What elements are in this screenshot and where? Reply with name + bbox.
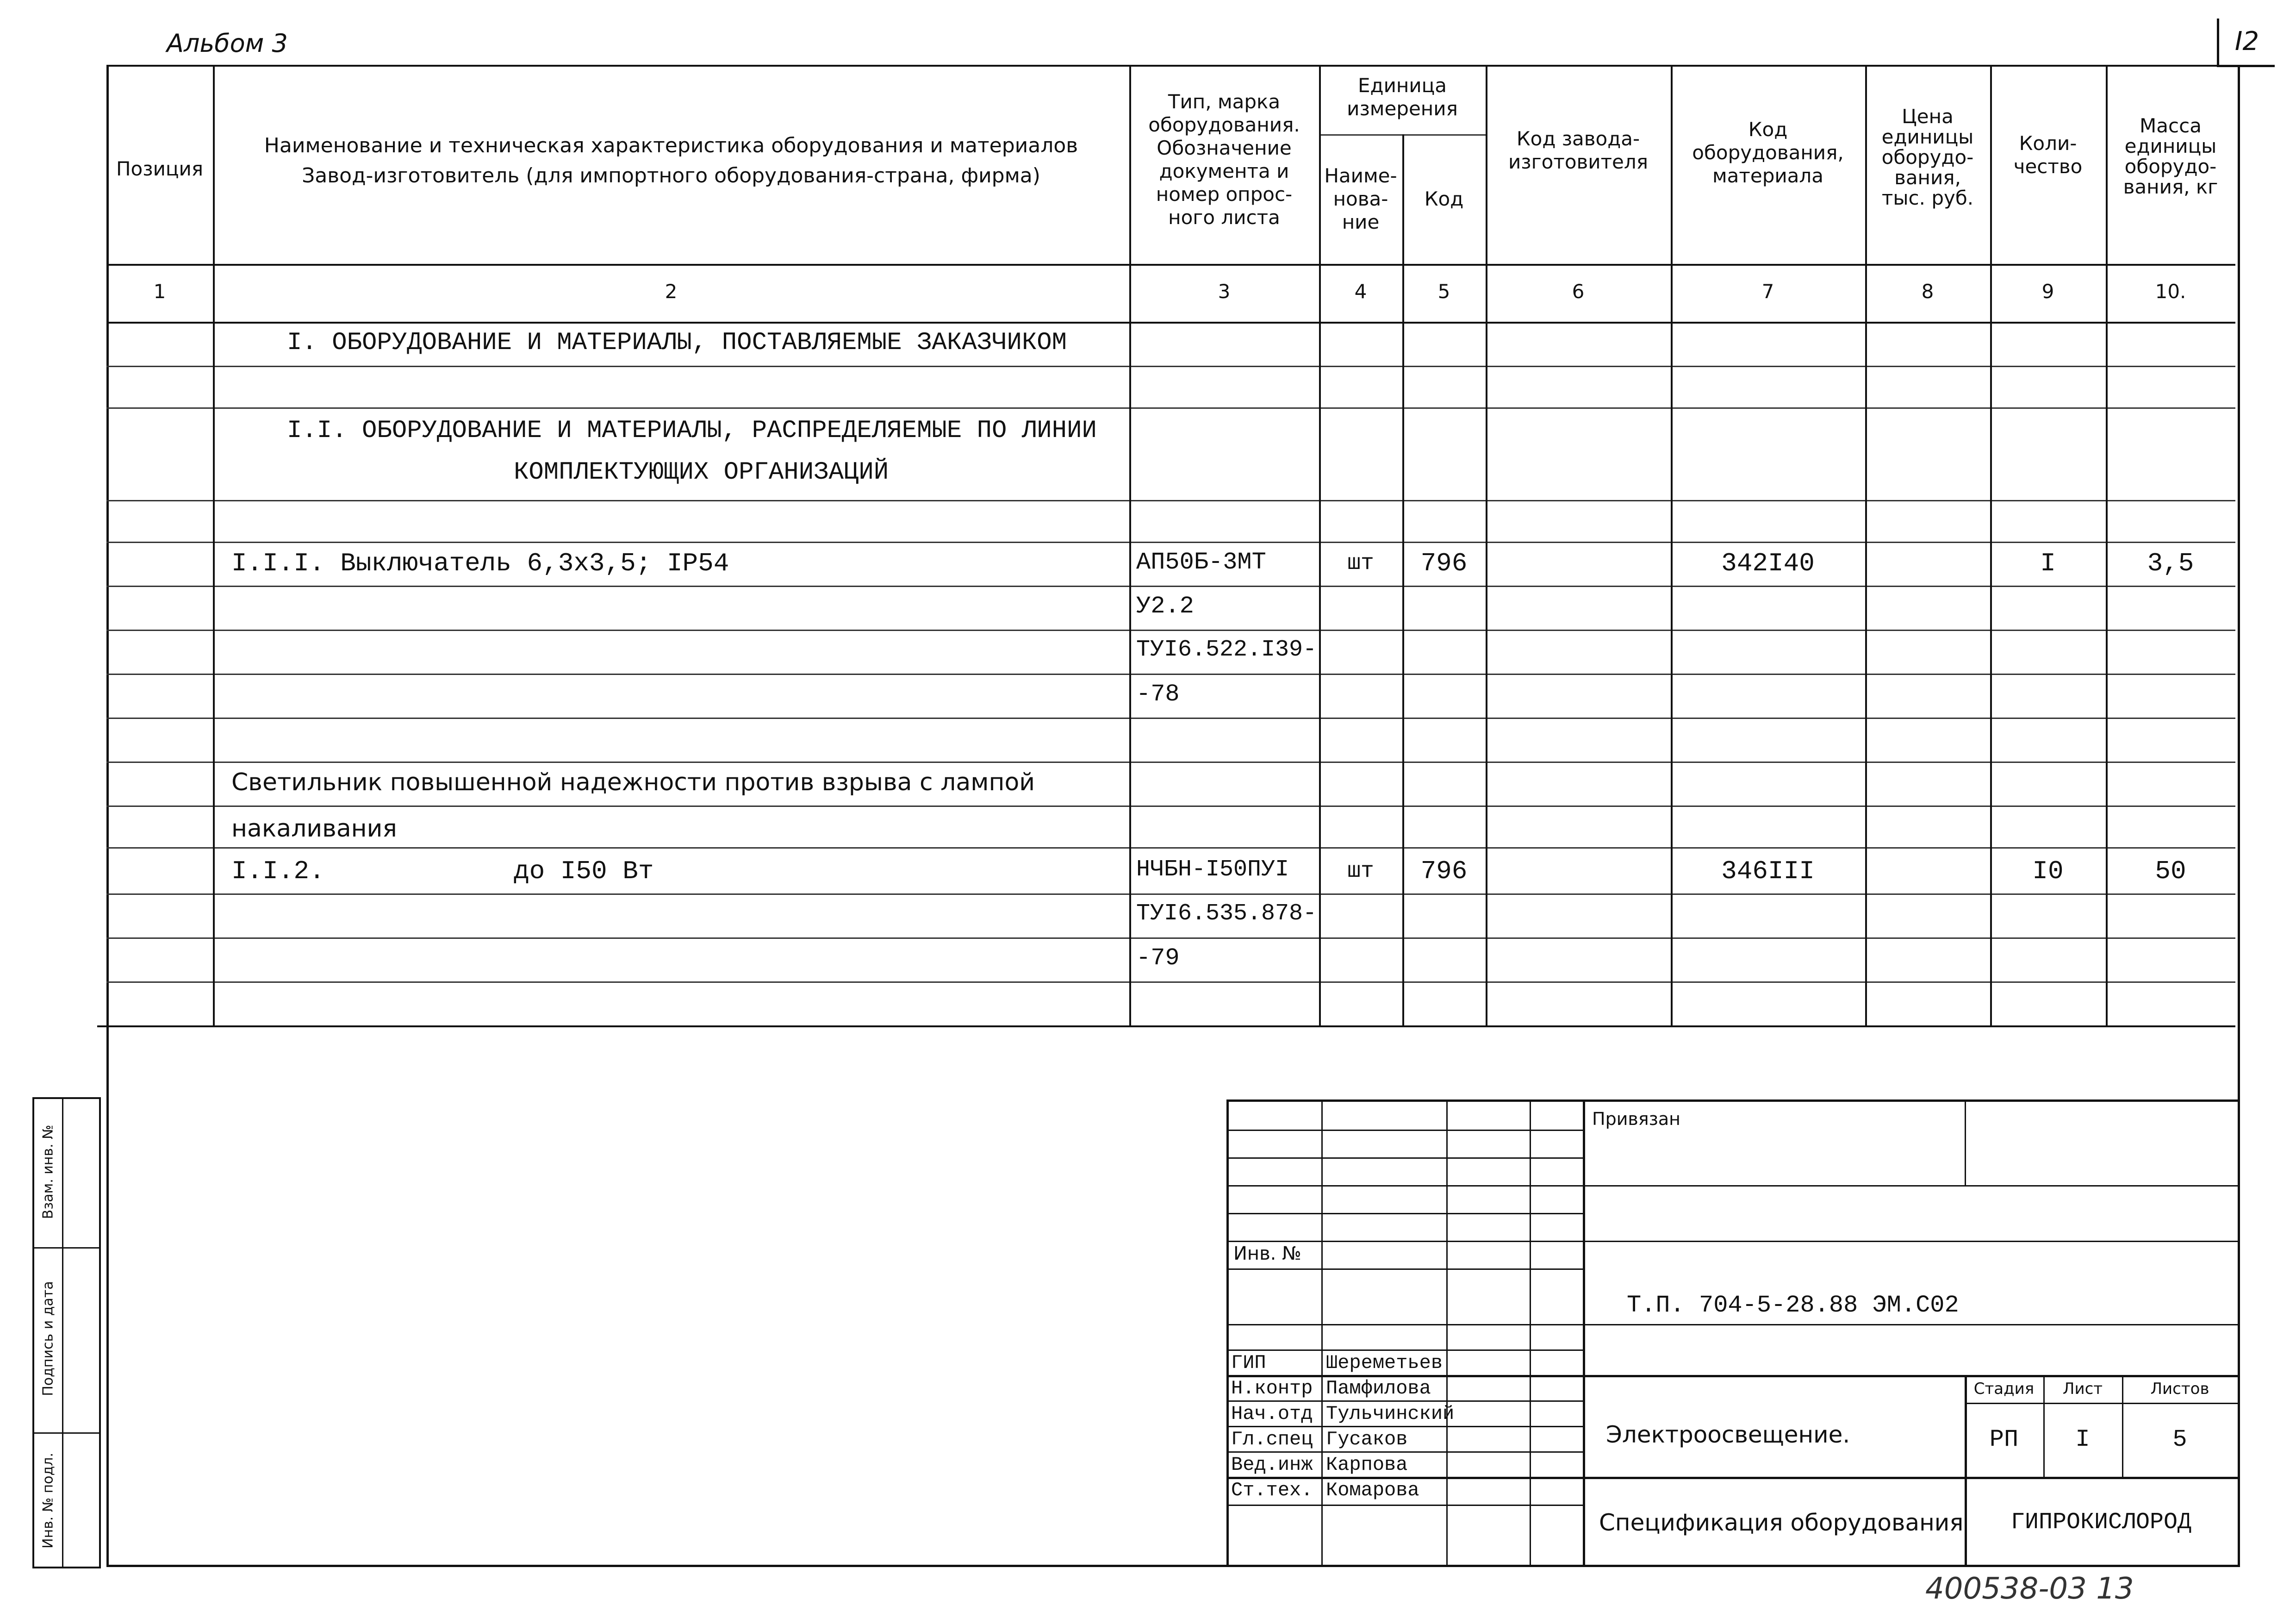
item2-unit-code: 796 (1420, 856, 1468, 886)
tb-role-6: Ст.тех. (1231, 1479, 1313, 1501)
item2-type-line1: НЧБН-I50ПУI (1136, 856, 1289, 883)
tb-doc-code: Т.П. 704-5-28.88 ЭМ.С02 (1627, 1292, 1959, 1319)
header-unit-name-l1: Наиме- (1324, 164, 1397, 187)
tb-doc-title: Спецификация оборудования (1599, 1509, 1964, 1536)
header-material-l2: оборудования, (1692, 141, 1844, 164)
tb-row (1229, 1324, 2238, 1325)
row-line (106, 718, 2235, 719)
tb-row (1229, 1400, 1583, 1402)
item2-name: до I50 Вт (514, 856, 654, 886)
item2-unit: шт (1347, 859, 1374, 884)
header-bottom-line (106, 264, 2235, 266)
header-type (1129, 90, 1319, 229)
header-type-l6: ного листа (1168, 206, 1280, 229)
colnum-9: 9 (2041, 280, 2054, 303)
header-material-l3: материала (1712, 164, 1823, 187)
tb-row (1229, 1349, 1583, 1351)
header-price-l3: оборудо- (1881, 146, 1974, 169)
col-line (1865, 65, 1867, 1025)
footer-number: 400538-03 13 (1925, 1572, 2134, 1606)
header-mass-l3: оборудо- (2124, 155, 2217, 178)
header-type-l4: документа и (1159, 160, 1289, 182)
tb-name-2: Памфилова (1326, 1377, 1431, 1399)
colnum-3: 3 (1218, 280, 1231, 303)
header-type-l5: номер опрос- (1156, 183, 1293, 206)
item1-unit: шт (1347, 551, 1374, 576)
row-line (106, 762, 2235, 763)
tb-role-3: Нач.отд (1231, 1403, 1313, 1425)
tb-role-4: Гл.спец (1231, 1428, 1313, 1450)
album-label: Альбом 3 (167, 29, 288, 58)
colnum-2: 2 (665, 280, 678, 303)
col-line (213, 65, 215, 1025)
tb-privyazan-line (1583, 1185, 2238, 1187)
row-line (106, 981, 2235, 983)
item1-type-line4: -78 (1136, 681, 1180, 708)
header-type-l2: оборудования. (1148, 113, 1300, 136)
row-line (106, 806, 2235, 807)
row-line (106, 630, 2235, 631)
header-unit-l2: измерения (1347, 97, 1458, 120)
header-unit-group (1319, 74, 1486, 120)
tb-col-line (1321, 1102, 1323, 1567)
tb-row (1229, 1213, 1583, 1214)
header-mass-l2: единицы (2124, 135, 2217, 157)
frame-top (106, 65, 2235, 67)
header-qty-l1: Коли- (2019, 132, 2077, 155)
row-line (106, 542, 2235, 543)
tb-name-3: Тульчинский (1326, 1403, 1455, 1425)
header-unit-l1: Единица (1358, 74, 1447, 97)
header-price-l1: Цена (1902, 105, 1954, 128)
left-margin-strip (32, 1097, 101, 1568)
item1-type-line2: У2.2 (1136, 593, 1194, 620)
tb-row (1229, 1130, 1583, 1131)
header-position: Позиция (116, 157, 204, 180)
header-price (1865, 106, 1990, 208)
item2-description-line2: накаливания (231, 815, 397, 843)
tb-stage-header-line (1965, 1403, 2238, 1404)
strip-line (34, 1247, 99, 1249)
item1-type-line3: ТУI6.522.I39- (1136, 637, 1317, 663)
row-line (106, 847, 2235, 849)
colnum-4: 4 (1354, 280, 1367, 303)
item1-type-line1: АП50Б-3МТ (1136, 549, 1266, 576)
strip-label-1: Взам. инв. № (40, 1124, 56, 1219)
header-material-code (1671, 118, 1865, 187)
header-price-l4: вания, (1894, 166, 1961, 189)
item2-position: I.I.2. (231, 856, 325, 886)
header-price-l2: единицы (1881, 125, 1974, 148)
item1-qty: I (2040, 549, 2056, 578)
tb-col-line (1530, 1102, 1531, 1567)
item1-material-code: 342I40 (1721, 549, 1815, 578)
tb-subject: Электроосвещение. (1606, 1421, 1850, 1448)
item1-mass: 3,5 (2147, 549, 2194, 578)
tb-sheets: 5 (2172, 1426, 2187, 1453)
section-1-1-title-line1: I.I. ОБОРУДОВАНИЕ И МАТЕРИАЛЫ, РАСПРЕДЕЛЯЕМЫЕ ПО ЛИНИИ (287, 417, 1097, 445)
title-block (1226, 1099, 2238, 1567)
strip-line (34, 1432, 99, 1434)
colnum-6: 6 (1572, 280, 1585, 303)
tb-sheet-label: Лист (2062, 1380, 2103, 1398)
row-line (106, 586, 2235, 587)
tb-col-line (1446, 1102, 1448, 1567)
col-line (1402, 134, 1404, 1025)
header-name-line1: Наименование и техническая характеристика оборудования и материалов (264, 134, 1078, 157)
tb-row (1229, 1268, 1583, 1270)
tb-row (1229, 1185, 1583, 1187)
header-material-l1: Код (1748, 118, 1788, 141)
tb-row (1229, 1451, 1583, 1453)
colnum-8: 8 (1921, 280, 1934, 303)
colnum-5: 5 (1437, 280, 1450, 303)
col-line (1486, 65, 1487, 1025)
row-line (106, 500, 2235, 501)
item2-qty: I0 (2032, 856, 2064, 886)
header-unit-code: Код (1424, 187, 1464, 210)
header-mass-l4: вания, кг (2123, 175, 2218, 198)
colnum-bottom-line (106, 322, 2235, 324)
tb-name-4: Гусаков (1326, 1428, 1408, 1450)
header-name-line2: Завод-изготовитель (для импортного оборудования-страна, фирма) (302, 164, 1040, 187)
tb-row (1229, 1157, 1583, 1159)
row-line (106, 674, 2235, 675)
tb-role-1: ГИП (1231, 1352, 1266, 1374)
colnum-10: 10. (2155, 280, 2186, 303)
header-plant-code (1486, 127, 1671, 174)
item2-type-line3: -79 (1136, 944, 1180, 972)
sheet-corner-box (2217, 19, 2275, 67)
tb-sheets-label: Листов (2150, 1380, 2209, 1398)
header-unit-name-l3: ние (1342, 211, 1380, 233)
tb-name-1: Шереметьев (1326, 1352, 1443, 1374)
item2-description-line1: Светильник повышенной надежности против взрыва с лампой (231, 768, 1035, 796)
tb-name-6: Комарова (1326, 1479, 1419, 1501)
strip-label-2: Подпись и дата (40, 1281, 56, 1396)
item1-name: I.I.I. Выключатель 6,3х3,5; IP54 (231, 549, 729, 578)
tb-sheet: I (2075, 1426, 2090, 1453)
header-qty (1990, 132, 2106, 178)
tb-row (1229, 1241, 2238, 1242)
header-plant-l2: изготовителя (1508, 150, 1649, 173)
header-type-l3: Обозначение (1157, 137, 1292, 159)
strip-divider (62, 1099, 63, 1567)
tb-stage: РП (1989, 1426, 2019, 1453)
item2-type-line2: ТУI6.535.878- (1136, 900, 1317, 927)
item2-mass: 50 (2155, 856, 2186, 886)
table-bottom-line (97, 1025, 2235, 1027)
section-1-title: I. ОБОРУДОВАНИЕ И МАТЕРИАЛЫ, ПОСТАВЛЯЕМЫЕ ЗАКАЗЧИКОМ (287, 329, 1067, 357)
header-price-l5: тыс. руб. (1881, 187, 1974, 209)
header-type-l1: Тип, марка (1168, 90, 1281, 113)
header-qty-l2: чество (2013, 155, 2083, 178)
header-unit-name (1319, 164, 1402, 234)
item2-material-code: 346III (1721, 856, 1815, 886)
item1-unit-code: 796 (1420, 549, 1468, 578)
tb-privyazan: Привязан (1592, 1109, 1680, 1129)
header-mass-l1: Масса (2140, 114, 2202, 137)
colnum-7: 7 (1761, 280, 1774, 303)
strip-label-3: Инв. № подл. (40, 1453, 56, 1549)
tb-inv-no: Инв. № (1233, 1243, 1301, 1264)
section-1-1-title-line2: КОМПЛЕКТУЮЩИХ ОРГАНИЗАЦИЙ (514, 458, 889, 487)
row-line (106, 893, 2235, 895)
row-line (106, 937, 2235, 939)
header-unit-name-l2: нова- (1333, 187, 1388, 210)
tb-name-5: Карпова (1326, 1454, 1408, 1476)
row-line (106, 366, 2235, 367)
tb-organization: ГИПРОКИСЛОРОД (2010, 1509, 2192, 1536)
tb-row (1229, 1426, 1583, 1427)
tb-privyazan-divider (1965, 1102, 1966, 1185)
tb-stage-label: Стадия (1973, 1380, 2035, 1398)
tb-role-2: Н.контр (1231, 1377, 1313, 1399)
header-plant-l1: Код завода- (1516, 127, 1640, 150)
tb-row (1229, 1505, 1583, 1506)
tb-col-line (1583, 1102, 1585, 1567)
colnum-1: 1 (153, 280, 166, 303)
tb-role-5: Вед.инж (1231, 1454, 1313, 1476)
sheet-corner-number: I2 (2234, 26, 2259, 56)
header-mass (2106, 116, 2235, 197)
row-line (106, 407, 2235, 409)
